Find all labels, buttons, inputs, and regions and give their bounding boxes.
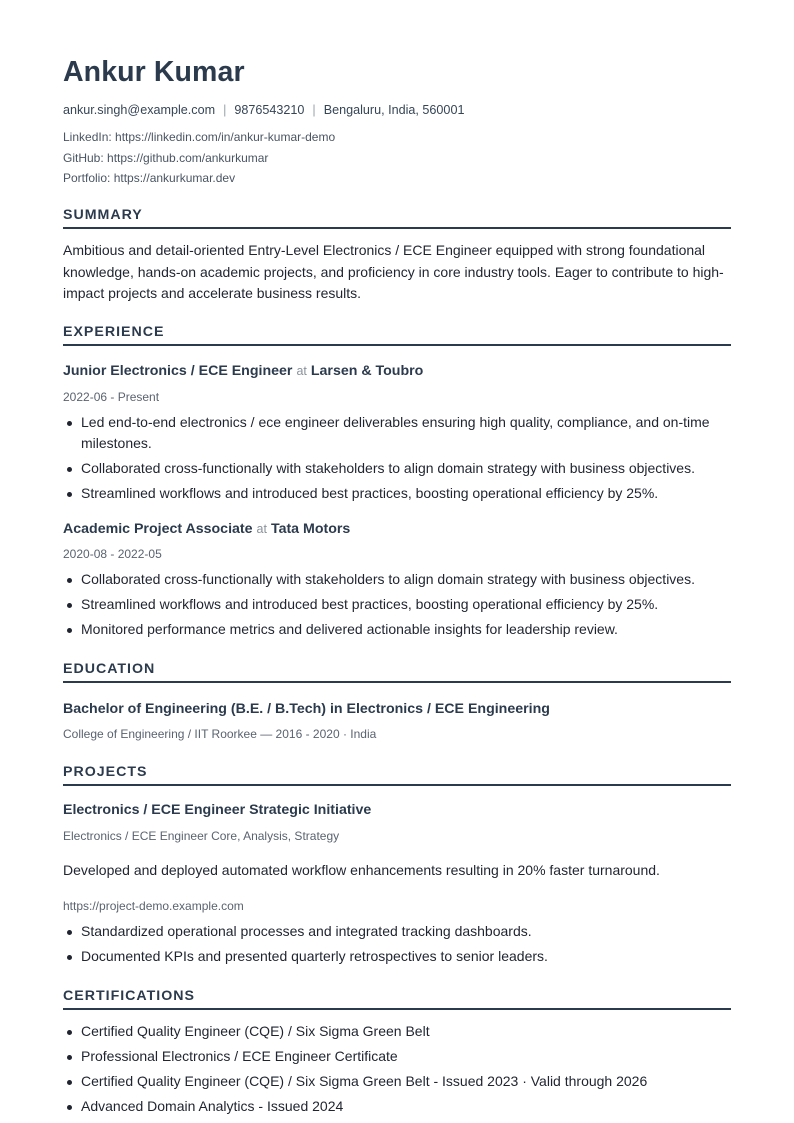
list-item: Streamlined workflows and introduced best practices, boosting operational efficiency by 25%. xyxy=(63,483,723,504)
list-item: Collaborated cross-functionally with stakeholders to align domain strategy with business objectives. xyxy=(63,569,731,590)
job-dates: 2022-06 - Present xyxy=(63,390,160,404)
project-url-link[interactable]: https://project-demo.example.com xyxy=(63,899,244,913)
profile-links xyxy=(63,129,335,191)
list-item: Documented KPIs and presented quarterly retrospectives to senior leaders. xyxy=(63,946,731,967)
job-title xyxy=(63,521,350,537)
list-item: Collaborated cross-functionally with stakeholders to align domain strategy with business objectives. xyxy=(63,458,723,479)
github-link[interactable]: GitHub: https://github.com/ankurkumar xyxy=(63,150,269,165)
project-url-row xyxy=(63,899,244,913)
contact-line xyxy=(63,103,464,117)
portfolio-link[interactable]: Portfolio: https://ankurkumar.dev xyxy=(63,171,236,185)
experience-heading: EXPERIENCE xyxy=(63,323,731,346)
email-link[interactable]: ankur.singh@example.com xyxy=(63,103,216,117)
job-at: at xyxy=(296,364,307,378)
project-tags: Electronics / ECE Engineer Core, Analysis, Strategy xyxy=(63,829,340,843)
job-role: Junior Electronics / ECE Engineer xyxy=(63,363,293,379)
list-item: Monitored performance metrics and delivered actionable insights for leadership review. xyxy=(63,619,731,640)
job-bullets xyxy=(63,412,723,504)
education-heading: EDUCATION xyxy=(63,660,731,683)
project-name: Electronics / ECE Engineer Strategic Initiative xyxy=(63,802,372,818)
job-title xyxy=(63,363,423,379)
job-company: Larsen & Toubro xyxy=(310,363,424,379)
job-at: at xyxy=(256,522,267,536)
separator: | xyxy=(223,103,227,117)
certification-list xyxy=(63,1021,731,1117)
summary-text: Ambitious and detail-oriented Entry-Level Electronics / ECE Engineer equipped with strong foundational knowledge, hands-on academic projects, and proficiency in core industry tools. Eager to contribute to high-impact projects and accelerate business results. xyxy=(63,242,724,301)
job-company: Tata Motors xyxy=(270,521,351,537)
list-item: Streamlined workflows and introduced best practices, boosting operational efficiency by 25%. xyxy=(63,594,731,615)
job-dates: 2020-08 - 2022-05 xyxy=(63,547,162,561)
list-item: Certified Quality Engineer (CQE) / Six Sigma Green Belt - Issued 2023 · Valid through 2026 xyxy=(63,1071,731,1092)
project-description: Developed and deployed automated workflow enhancements resulting in 20% faster turnaround. xyxy=(63,862,660,878)
list-item: Professional Electronics / ECE Engineer Certificate xyxy=(63,1046,731,1067)
summary-heading: SUMMARY xyxy=(63,206,731,229)
linkedin-link[interactable]: LinkedIn: https://linkedin.com/in/ankur-kumar-demo xyxy=(63,130,336,144)
candidate-name: Ankur Kumar xyxy=(63,56,245,88)
certifications-heading: CERTIFICATIONS xyxy=(63,987,731,1010)
phone: 9876543210 xyxy=(234,103,305,117)
job-bullets xyxy=(63,569,731,640)
degree: Bachelor of Engineering (B.E. / B.Tech) in Electronics / ECE Engineering xyxy=(63,701,550,717)
list-item: Advanced Domain Analytics - Issued 2024 xyxy=(63,1096,731,1117)
job-role: Academic Project Associate xyxy=(63,521,253,537)
list-item: Led end-to-end electronics / ece engineer deliverables ensuring high quality, compliance, and on-time milestones. xyxy=(63,412,723,454)
list-item: Standardized operational processes and integrated tracking dashboards. xyxy=(63,921,731,942)
separator: | xyxy=(312,103,316,117)
project-bullets xyxy=(63,921,731,967)
education-details: College of Engineering / IIT Roorkee — 2016 - 2020 · India xyxy=(63,727,377,741)
location: Bengaluru, India, 560001 xyxy=(323,103,465,117)
projects-heading: PROJECTS xyxy=(63,763,731,786)
list-item: Certified Quality Engineer (CQE) / Six Sigma Green Belt xyxy=(63,1021,731,1042)
